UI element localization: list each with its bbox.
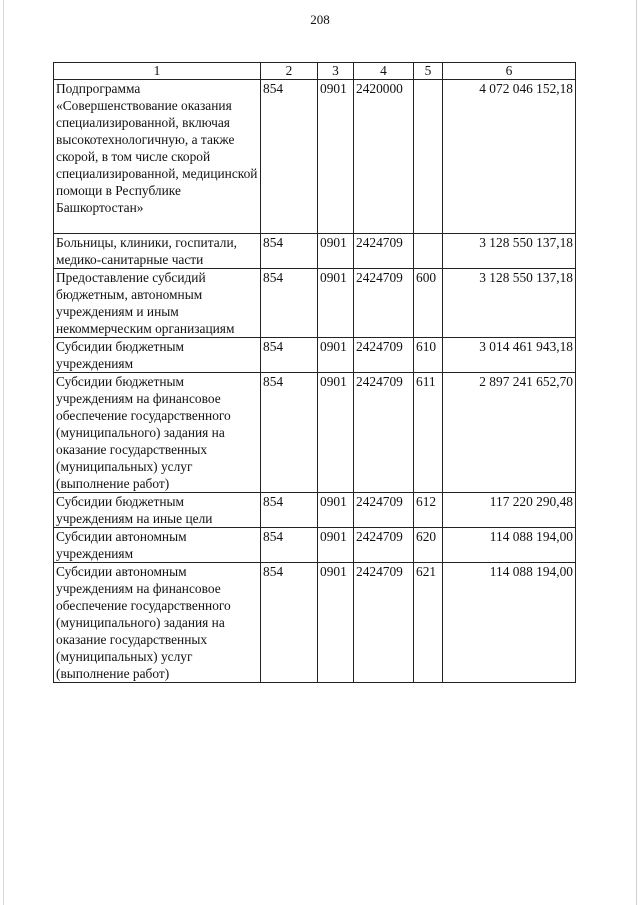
scan-edge-left xyxy=(3,0,4,905)
row-grbs: 854 xyxy=(261,80,318,234)
row-name: Субсидии бюджетным учреждениям xyxy=(54,338,261,373)
table-row xyxy=(54,563,576,683)
row-name: Субсидии бюджетным учреждениям на иные цели xyxy=(54,493,261,528)
row-rzpr: 0901 xyxy=(318,80,354,234)
row-csr: 2424709 xyxy=(354,493,414,528)
header-col-1: 1 xyxy=(54,63,261,80)
row-name: Подпрограмма «Совершенствование оказания специализированной, включая высокотехнологичную, а также скорой, в том числе скорой специализированной, медицинской помощи в Республике Башкортостан» xyxy=(54,80,261,234)
table-row xyxy=(54,338,576,373)
header-col-4: 4 xyxy=(354,63,414,80)
scan-edge-right xyxy=(636,0,637,905)
table-row xyxy=(54,528,576,563)
row-sum: 3 128 550 137,18 xyxy=(443,269,576,338)
table-row xyxy=(54,493,576,528)
header-row xyxy=(54,63,576,80)
header-col-3: 3 xyxy=(318,63,354,80)
row-grbs: 854 xyxy=(261,563,318,683)
row-rzpr: 0901 xyxy=(318,269,354,338)
row-vr: 611 xyxy=(414,373,443,493)
budget-table xyxy=(53,62,576,683)
row-name: Субсидии автономным учреждениям xyxy=(54,528,261,563)
row-rzpr: 0901 xyxy=(318,373,354,493)
row-grbs: 854 xyxy=(261,528,318,563)
row-name: Предоставление субсидий бюджетным, автономным учреждениям и иным некоммерческим организациям xyxy=(54,269,261,338)
header-col-5: 5 xyxy=(414,63,443,80)
row-sum: 114 088 194,00 xyxy=(443,528,576,563)
row-grbs: 854 xyxy=(261,338,318,373)
header-col-6: 6 xyxy=(443,63,576,80)
row-sum: 2 897 241 652,70 xyxy=(443,373,576,493)
row-vr: 621 xyxy=(414,563,443,683)
row-sum: 4 072 046 152,18 xyxy=(443,80,576,234)
row-grbs: 854 xyxy=(261,234,318,269)
row-sum: 3 128 550 137,18 xyxy=(443,234,576,269)
row-vr: 610 xyxy=(414,338,443,373)
row-csr: 2424709 xyxy=(354,338,414,373)
row-rzpr: 0901 xyxy=(318,493,354,528)
row-sum: 114 088 194,00 xyxy=(443,563,576,683)
row-csr: 2424709 xyxy=(354,234,414,269)
row-vr: 620 xyxy=(414,528,443,563)
row-rzpr: 0901 xyxy=(318,528,354,563)
page-number: 208 xyxy=(310,12,330,27)
row-vr xyxy=(414,80,443,234)
row-sum: 117 220 290,48 xyxy=(443,493,576,528)
row-name: Больницы, клиники, госпитали, медико-санитарные части xyxy=(54,234,261,269)
row-sum: 3 014 461 943,18 xyxy=(443,338,576,373)
row-name: Субсидии бюджетным учреждениям на финансовое обеспечение государственного (муниципального) задания на оказание государственных (муниципальных) услуг (выполнение работ) xyxy=(54,373,261,493)
table-row xyxy=(54,234,576,269)
row-csr: 2420000 xyxy=(354,80,414,234)
table-row xyxy=(54,269,576,338)
row-vr: 612 xyxy=(414,493,443,528)
row-grbs: 854 xyxy=(261,269,318,338)
row-csr: 2424709 xyxy=(354,528,414,563)
row-rzpr: 0901 xyxy=(318,563,354,683)
table-row xyxy=(54,373,576,493)
row-csr: 2424709 xyxy=(354,269,414,338)
row-grbs: 854 xyxy=(261,493,318,528)
row-grbs: 854 xyxy=(261,373,318,493)
row-rzpr: 0901 xyxy=(318,338,354,373)
row-name: Субсидии автономным учреждениям на финансовое обеспечение государственного (муниципального) задания на оказание государственных (муниципальных) услуг (выполнение работ) xyxy=(54,563,261,683)
row-vr: 600 xyxy=(414,269,443,338)
row-csr: 2424709 xyxy=(354,563,414,683)
header-col-2: 2 xyxy=(261,63,318,80)
row-csr: 2424709 xyxy=(354,373,414,493)
row-rzpr: 0901 xyxy=(318,234,354,269)
table-row xyxy=(54,80,576,234)
row-vr xyxy=(414,234,443,269)
